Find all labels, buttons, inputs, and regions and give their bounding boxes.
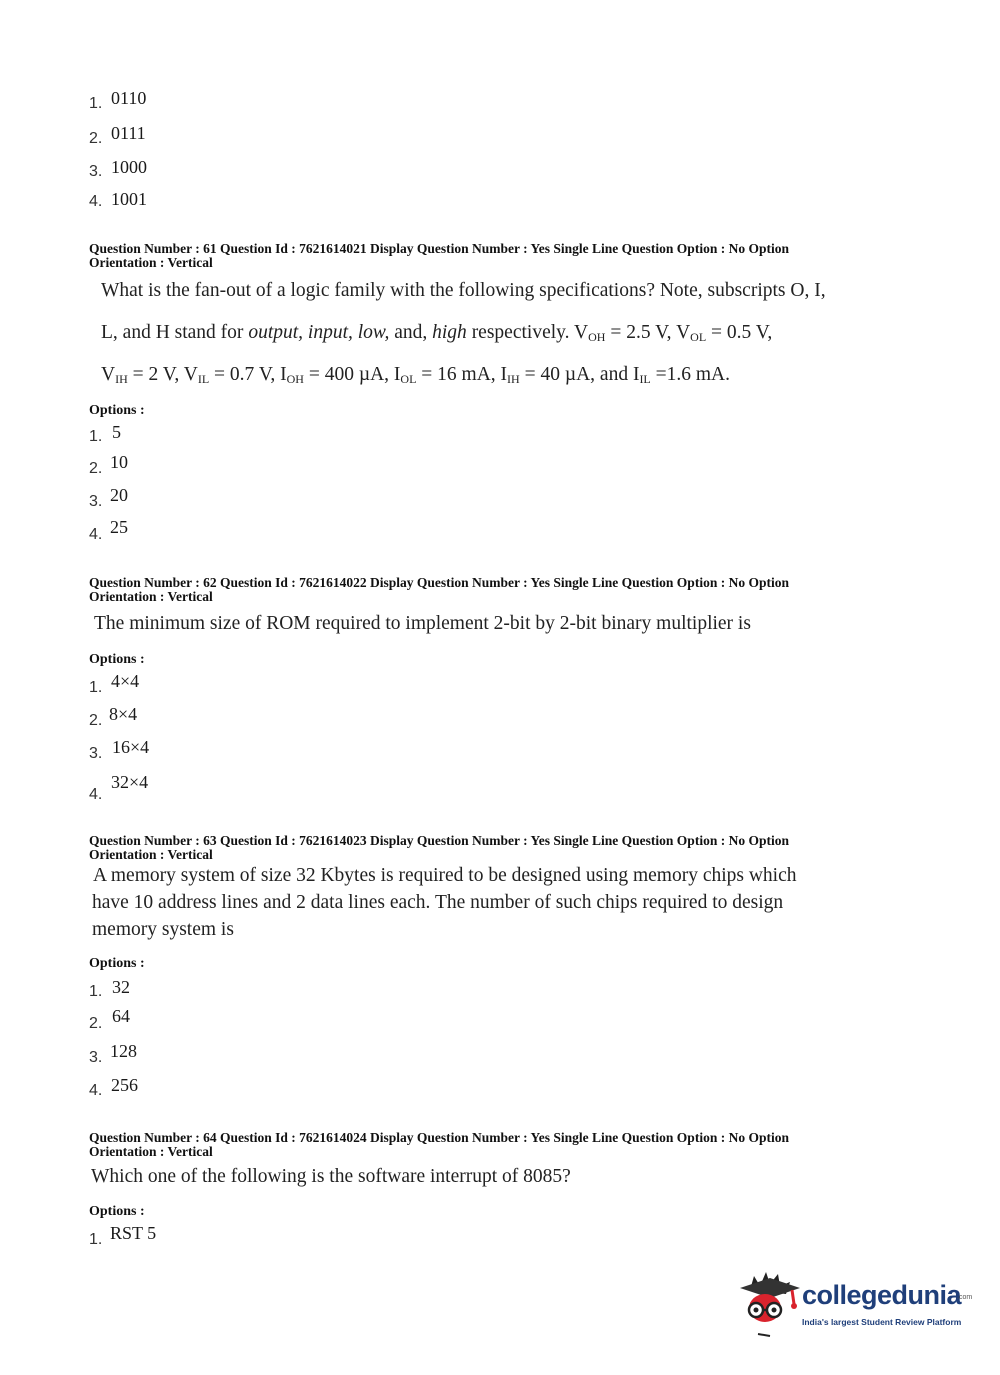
question-header: [89, 242, 889, 270]
question-text-line: $V_{IH} = 2$ V, $V_{IL} = 0.7$ V, $I_{OH} = 400$ µA, $I_{OL} = 16$ mA, $I_{IH} = 40$ µA, and $I_{IL} =1.6$ mA.: [101, 364, 731, 386]
mascot-icon: [740, 1268, 802, 1340]
question-text-line: What is the fan-out of a logic family with the following specifications? Note, subscripts O, I,: [101, 280, 826, 301]
option-text: 64: [112, 1006, 130, 1026]
option-text: 32: [112, 977, 130, 997]
question-header: [89, 834, 889, 862]
question-text-line: memory system is: [92, 919, 234, 940]
option-number: 2.: [89, 712, 103, 729]
option-number: 4.: [89, 526, 103, 543]
header-line: Orientation : Vertical: [89, 847, 213, 862]
option-text: 5: [112, 422, 121, 442]
option-text: 10: [110, 452, 128, 472]
option-text: 1001: [111, 189, 147, 209]
question-text-line: A memory system of size 32 Kbytes is required to be designed using memory chips which: [93, 865, 797, 886]
logo-wordmark: collegedunia: [802, 1280, 962, 1310]
question-text-line: have 10 address lines and 2 data lines each. The number of such chips required to design: [92, 892, 784, 913]
header-line: Question Number : 61 Question Id : 7621614021 Display Question Number : Yes Single Line Question Option : No Option: [89, 241, 789, 256]
option-number: 3.: [89, 1049, 103, 1066]
option-number: 2.: [89, 460, 103, 477]
option-text: 32×4: [111, 772, 149, 792]
options-label: Options :: [89, 956, 145, 971]
question-text-line: The minimum size of ROM required to implement 2-bit by 2-bit binary multiplier is: [94, 613, 751, 634]
header-line: Question Number : 64 Question Id : 7621614024 Display Question Number : Yes Single Line Question Option : No Option: [89, 1130, 789, 1145]
options-label: Options :: [89, 403, 145, 418]
option-number: 4.: [89, 1082, 103, 1099]
option-text: 16×4: [112, 737, 150, 757]
header-line: Question Number : 63 Question Id : 7621614023 Display Question Number : Yes Single Line Question Option : No Option: [89, 833, 789, 848]
option-text: 0111: [111, 123, 146, 143]
options-label: Options :: [89, 1204, 145, 1219]
collegedunia-logo: [740, 1268, 980, 1340]
question-text-line: L, and H stand for output, input, low, and, high respectively. $V_{OH} = 2.5$ V, $V_{OL} = 0.5$ V,: [101, 322, 773, 344]
option-text: 20: [110, 485, 128, 505]
option-number: 2.: [89, 1015, 103, 1032]
option-text: 1000: [111, 157, 147, 177]
option-text: 256: [111, 1075, 138, 1095]
logo-suffix: .com: [957, 1294, 973, 1301]
option-number: 1.: [89, 95, 103, 112]
option-number: 1.: [89, 983, 103, 1000]
question-header: [89, 1131, 889, 1159]
logo-tagline: India's largest Student Review Platform: [802, 1317, 962, 1327]
option-number: 3.: [89, 745, 103, 762]
option-text: 8×4: [109, 704, 138, 724]
option-text: RST 5: [110, 1223, 157, 1243]
option-text: 4×4: [111, 671, 140, 691]
option-text: 128: [110, 1041, 137, 1061]
option-number: 3.: [89, 493, 103, 510]
question-header: [89, 576, 889, 604]
option-number: 4.: [89, 193, 103, 210]
header-line: Orientation : Vertical: [89, 589, 213, 604]
header-line: Orientation : Vertical: [89, 1144, 213, 1159]
question-text-line: Which one of the following is the software interrupt of 8085?: [91, 1166, 571, 1187]
options-label: Options :: [89, 652, 145, 667]
option-number: 1.: [89, 679, 103, 696]
header-line: Question Number : 62 Question Id : 7621614022 Display Question Number : Yes Single Line Question Option : No Option: [89, 575, 789, 590]
header-line: Orientation : Vertical: [89, 255, 213, 270]
option-number: 2.: [89, 130, 103, 147]
option-number: 3.: [89, 163, 103, 180]
option-number: 1.: [89, 428, 103, 445]
option-text: 0110: [111, 88, 147, 108]
option-number: 1.: [89, 1231, 103, 1248]
option-text: 25: [110, 517, 128, 537]
option-number: 4.: [89, 786, 103, 803]
